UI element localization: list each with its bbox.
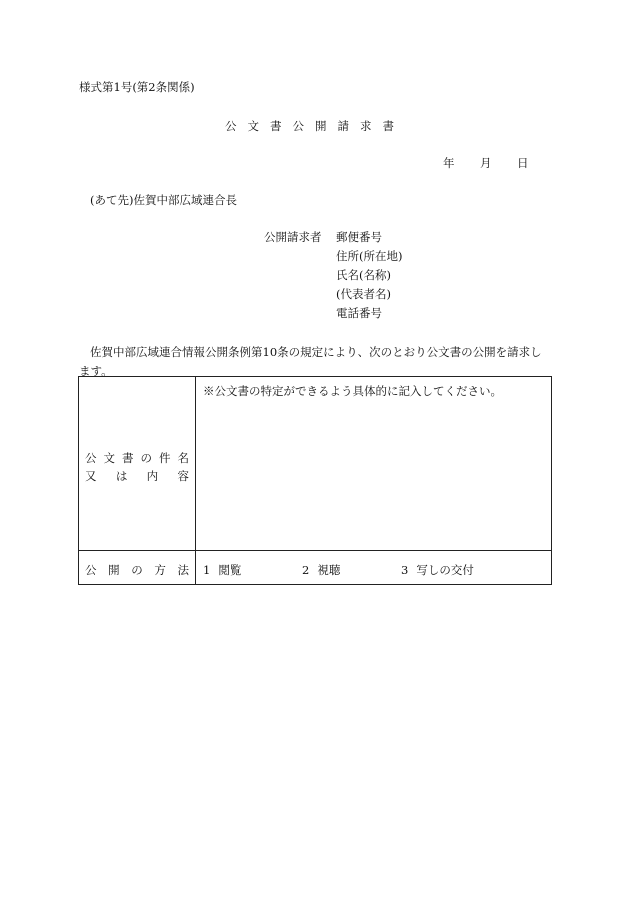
label-char: 公 xyxy=(85,451,97,465)
option-audiovisual[interactable] xyxy=(302,562,340,578)
subject-note: ※公文書の特定ができるよう具体的に記入してください。 xyxy=(203,384,502,398)
field-postal-code: 郵便番号 xyxy=(336,230,382,244)
option-copy[interactable] xyxy=(401,562,474,578)
requester-fields xyxy=(336,232,402,327)
label-char: 公 xyxy=(85,563,97,577)
option-number: 3 xyxy=(401,563,409,577)
method-options-cell xyxy=(196,551,552,585)
field-name: 氏名(名称) xyxy=(336,268,391,282)
label-char: 又 xyxy=(85,469,97,483)
date-line xyxy=(443,158,529,170)
method-label xyxy=(85,562,189,578)
subject-input-cell[interactable] xyxy=(196,377,552,551)
label-char: 容 xyxy=(177,469,189,483)
date-day: 日 xyxy=(517,156,529,170)
option-number: 2 xyxy=(302,563,310,577)
request-table xyxy=(78,376,552,585)
field-address: 住所(所在地) xyxy=(336,249,403,263)
option-number: 1 xyxy=(203,563,211,577)
label-char: 件 xyxy=(159,451,171,465)
date-month: 月 xyxy=(480,156,492,170)
request-body-text: 佐賀中部広域連合情報公開条例第10条の規定により、次のとおり公文書の公開を請求します。 xyxy=(79,345,542,378)
label-char: 内 xyxy=(146,469,159,483)
field-phone: 電話番号 xyxy=(336,306,382,320)
addressee: (あて先)佐賀中部広域連合長 xyxy=(90,193,237,207)
subject-label-line2 xyxy=(85,468,189,484)
form-number: 様式第1号(第2条関係) xyxy=(79,80,195,94)
field-representative: (代表者名) xyxy=(336,287,391,301)
option-label: 視聴 xyxy=(317,563,341,577)
label-char: 開 xyxy=(108,563,120,577)
label-char: 法 xyxy=(177,563,189,577)
option-view[interactable] xyxy=(203,562,241,578)
subject-label-cell xyxy=(79,377,196,551)
option-label: 閲覧 xyxy=(218,563,242,577)
label-char: 方 xyxy=(154,563,166,577)
requester-label: 公開請求者 xyxy=(264,230,322,244)
label-char: の xyxy=(140,451,152,465)
label-char: 名 xyxy=(177,451,189,465)
label-char: 文 xyxy=(103,451,115,465)
subject-label-line1 xyxy=(85,450,189,466)
document-title: 公文書公開請求書 xyxy=(225,119,405,133)
label-char: の xyxy=(131,563,143,577)
method-label-cell xyxy=(79,551,196,585)
subject-row xyxy=(79,377,552,551)
method-row xyxy=(79,551,552,585)
label-char: は xyxy=(115,469,128,483)
label-char: 書 xyxy=(122,451,134,465)
date-year: 年 xyxy=(443,156,455,170)
option-label: 写しの交付 xyxy=(416,563,474,577)
